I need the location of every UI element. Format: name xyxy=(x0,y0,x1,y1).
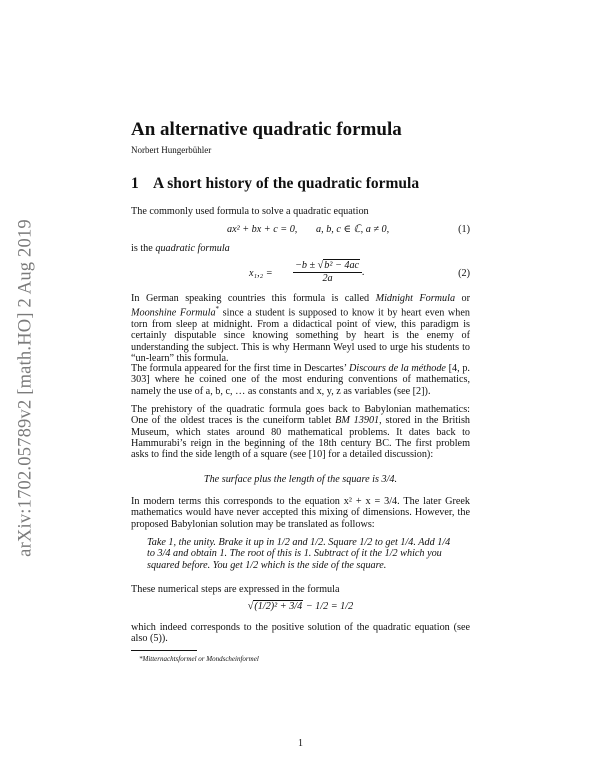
equation-2-number: (2) xyxy=(458,268,470,279)
text-run: or xyxy=(455,293,470,304)
page-number: 1 xyxy=(298,738,303,749)
text-run: The formula appeared for the first time in Descartes’ xyxy=(131,363,350,374)
radicand: b² − 4ac xyxy=(324,260,360,271)
sqrt-symbol: √ xyxy=(247,601,254,612)
equation-3-rest: − 1/2 = 1/2 xyxy=(303,601,354,612)
paragraph-positive-solution: which indeed corresponds to the positive solution of the quadratic equation (see also (5)). xyxy=(131,622,470,645)
equation-1 xyxy=(131,224,470,238)
footnote: *Mitternachtsformel or Mondscheinformel xyxy=(139,655,259,663)
text-run: is the xyxy=(131,243,156,254)
paragraph-numerical-steps: These numerical steps are expressed in the formula xyxy=(131,584,340,595)
text-run: since a student is supposed to know it by heart even when torn from sleep at midnight. From a didactical point of view, this paradigm is certainly disputable since knowing something by heart is the enemy of understanding the subject. This is why Hermann Weyl used to urge his students to “un-learn” this formula. xyxy=(131,307,470,364)
text-run: , stored in the British Museum, which states around 80 mathematical problems. It dates back to Hammurabi’s reign in the beginning of the 18th century BC. The first problem asks to find the side length of a square (see [10] for a detailed discussion): xyxy=(131,415,470,461)
author-name: Norbert Hungerbühler xyxy=(131,145,212,155)
quote-babylonian-solution: Take 1, the unity. Brake it up in 1/2 and 1/2. Square 1/2 to get 1/4. Add 1/4 to 3/4 and obtain 1. The root of this is 1. Subtract of it the 1/2 which you squared before. You get 1/2 which is the side of the square. xyxy=(147,537,451,571)
equation-2 xyxy=(131,260,470,290)
equation-2-lhs: x₁,₂ = xyxy=(249,268,273,279)
emphasis: Moonshine Formula xyxy=(131,307,216,319)
fraction-numerator xyxy=(293,260,362,273)
section-heading xyxy=(131,175,419,193)
equation-3 xyxy=(131,601,470,612)
emphasis-quadratic-formula: quadratic formula xyxy=(155,243,230,254)
equation-2-fraction: $\frac{\text{−b ± √b² − 4ac}}{2a}$ . xyxy=(295,260,365,284)
emphasis: Midnight Formula xyxy=(375,293,456,304)
text-run: In German speaking countries this formula is called xyxy=(131,293,376,304)
footnote-rule xyxy=(131,650,197,651)
footnote-marker[interactable]: * xyxy=(215,305,220,314)
quote-problem: The surface plus the length of the square is 3/4. xyxy=(203,474,398,485)
equation-3-radicand: (1/2)² + 3/4 xyxy=(254,601,303,612)
paragraph-descartes xyxy=(131,363,470,397)
fraction xyxy=(293,260,362,285)
text-run: The prehistory of the quadratic formula goes back to Babylonian mathematics: One of the oldest traces is the cuneiform tablet xyxy=(131,404,470,427)
equation-1-condition: a, b, c ∈ ℂ, a ≠ 0, xyxy=(316,224,390,235)
numerator-prefix: −b ± √ xyxy=(295,260,324,271)
emphasis-discours: Discours de la méthode xyxy=(349,363,446,374)
paragraph-modern-terms: In modern terms this corresponds to the equation x² + x = 3/4. The later Greek mathematics would have never accepted this mixing of dimensions. However, the proposed Babylonian solution may be translated as follows: xyxy=(131,496,470,530)
equation-1-number: (1) xyxy=(458,224,470,235)
paper-title: An alternative quadratic formula xyxy=(131,119,402,140)
paragraph-quadratic xyxy=(131,243,470,254)
text-run: [4, p. 303] where he coined one of the most enduring conventions of mathematics, namely the use of a, b, c, … as constants and x, y, z as variables (see [2]). xyxy=(131,363,470,397)
paragraph-babylonian xyxy=(131,404,470,460)
paragraph-midnight-formula xyxy=(131,293,470,364)
section-number: 1 xyxy=(131,175,139,192)
section-title: A short history of the quadratic formula xyxy=(153,175,420,192)
emphasis-tablet: BM 13901 xyxy=(335,415,380,427)
arxiv-stamp: arXiv:1702.05789v2 [math.HO] 2 Aug 2019 xyxy=(15,219,36,557)
paragraph-intro: The commonly used formula to solve a quadratic equation xyxy=(131,206,369,217)
equation-1-lhs: ax² + bx + c = 0, xyxy=(227,224,298,235)
fraction-denominator: 2a xyxy=(322,273,333,284)
